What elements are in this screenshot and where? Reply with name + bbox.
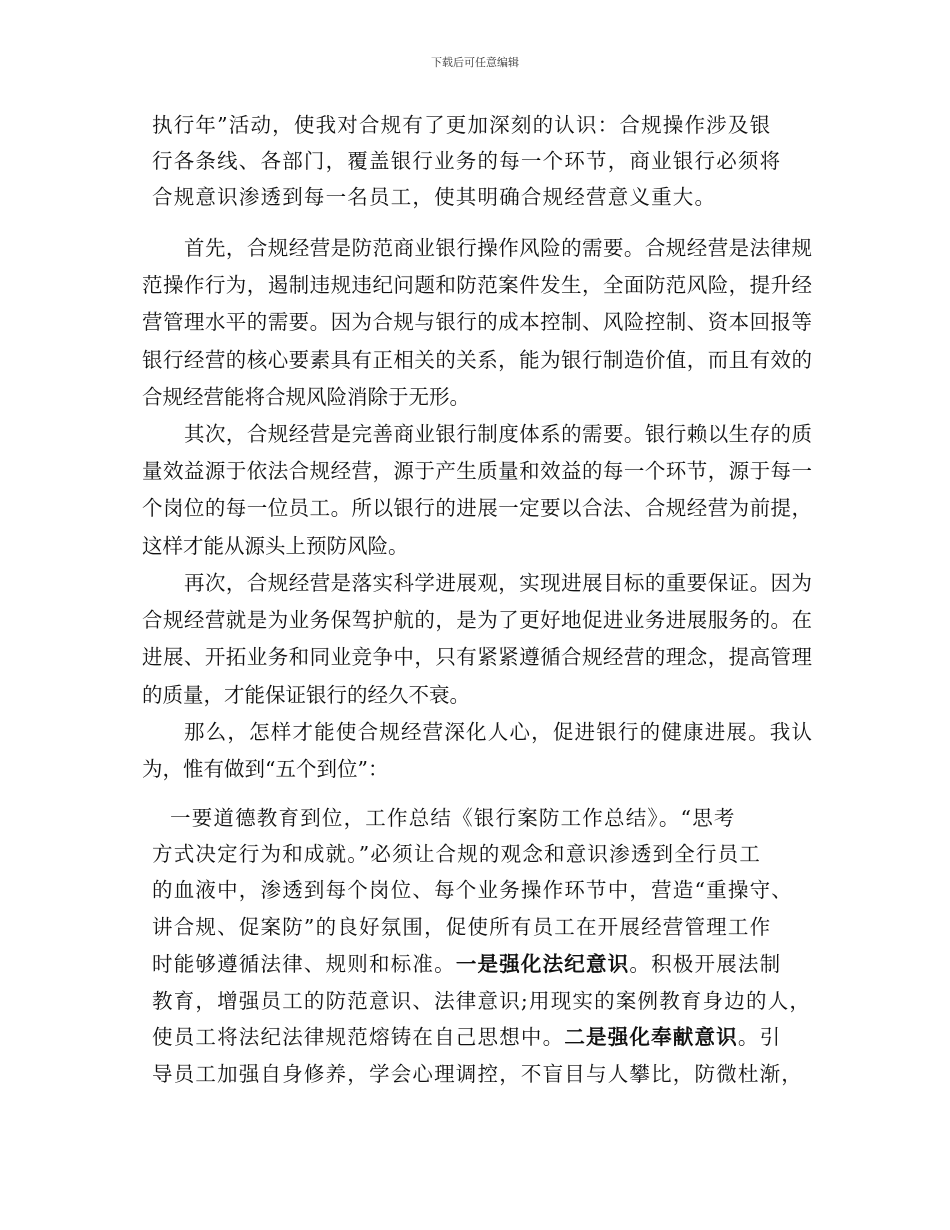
section-line-7-text: 使员工将法纪法律规范熔铸在自己思想中。	[152, 1025, 565, 1049]
emphasis-legal-awareness: 一是强化法纪意识	[455, 952, 630, 976]
section-line-4: 讲合规、促案防”的良好氛围，促使所有员工在开展经营管理工作	[152, 915, 772, 939]
section-line-6: 教育，增强员工的防范意识、法律意识;用现实的案例教育身边的人，	[152, 989, 812, 1013]
intro-line-1: 执行年”活动，使我对合规有了更加深刻的认识：合规操作涉及银	[152, 113, 772, 137]
intro-line-3: 合规意识渗透到每一名员工，使其明确合规经营意义重大。	[152, 185, 717, 209]
intro-line-2: 行各条线、各部门，覆盖银行业务的每一个环节，商业银行必须将	[152, 149, 782, 173]
paragraph-first: 首先，合规经营是防范商业银行操作风险的需要。合规经营是法律规范操作行为，遏制违规违纪问题和防范案件发生，全面防范风险，提升经营管理水平的需要。因为合规与银行的成本控制、风险控制、资本回报等银行经营的核心要素具有正相关的关系，能为银行制造价值，而且有效的合规经营能将合规风险消除于无形。	[142, 236, 812, 409]
paragraph-second: 其次，合规经营是完善商业银行制度体系的需要。银行赖以生存的质量效益源于依法合规经营，源于产生质量和效益的每一个环节，源于每一个岗位的每一位员工。所以银行的进展一定要以合法、合规经营为前提，这样才能从源头上预防风险。	[142, 422, 812, 558]
section-line-5-tail: 。积极开展法制	[629, 952, 782, 976]
section-line-3: 的血液中，渗透到每个岗位、每个业务操作环节中，营造“重操守、	[152, 878, 793, 902]
section-line-5	[152, 950, 781, 978]
section-line-1: 一要道德教育到位，工作总结《银行案防工作总结》。“思考	[170, 806, 736, 830]
section-line-2: 方式决定行为和成就。”必须让合规的观念和意识渗透到全行员工	[152, 842, 762, 866]
page-header-note: 下载后可任意编辑	[431, 56, 519, 69]
section-line-7-tail: 。引	[737, 1025, 782, 1049]
paragraph-third: 再次，合规经营是落实科学进展观，实现进展目标的重要保证。因为合规经营就是为业务保驾护航的，是为了更好地促进业务进展服务的。在进展、开拓业务和同业竞争中，只有紧紧遵循合规经营的理念，提高管理的质量，才能保证银行的经久不衰。	[142, 571, 812, 707]
emphasis-dedication-awareness: 二是强化奉献意识	[564, 1025, 738, 1049]
section-line-7	[152, 1023, 781, 1051]
section-line-8: 导员工加强自身修养，学会心理调控，不盲目与人攀比，防微杜渐，	[152, 1062, 803, 1086]
paragraph-fourth: 那么，怎样才能使合规经营深化人心，促进银行的健康进展。我认为，惟有做到“五个到位”：	[142, 720, 812, 782]
section-line-5-text: 时能够遵循法律、规则和标准。	[152, 952, 456, 976]
